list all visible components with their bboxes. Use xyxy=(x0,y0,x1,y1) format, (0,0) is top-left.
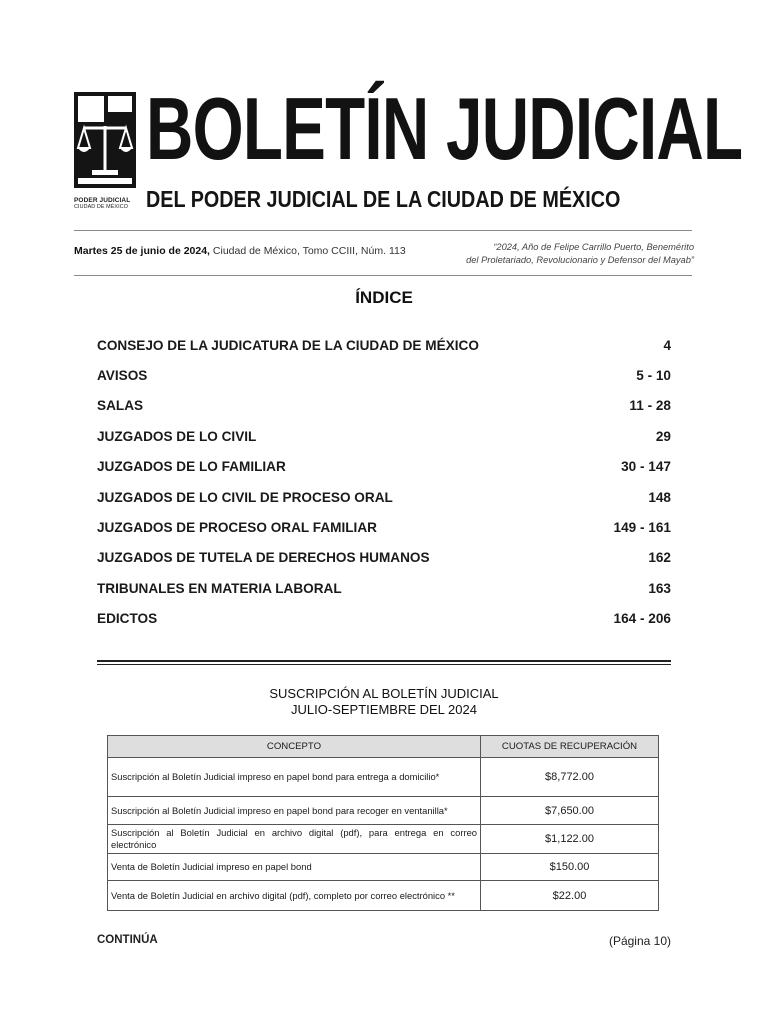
index-pages: 5 - 10 xyxy=(636,368,671,384)
index-pages: 164 - 206 xyxy=(613,611,671,627)
issue-date: Martes 25 de junio de 2024, xyxy=(74,245,210,257)
concept-cell: Suscripción al Boletín Judicial impreso en papel bond para entrega a domicilio* xyxy=(108,758,481,797)
top-rule xyxy=(74,230,692,231)
fee-cell: $7,650.00 xyxy=(481,797,659,825)
bottom-rule xyxy=(74,275,692,276)
index-row xyxy=(97,573,671,603)
year-motto-line2: del Proletariado, Revolucionario y Defensor del Mayab” xyxy=(466,254,694,265)
fee-cell: $1,122.00 xyxy=(481,825,659,854)
index-pages: 4 xyxy=(663,337,671,353)
concept-cell: Suscripción al Boletín Judicial en archivo digital (pdf), para entrega en correo electrónico xyxy=(108,825,481,854)
table-row xyxy=(108,825,659,854)
logo-caption-line2: CIUDAD DE MÉXICO xyxy=(74,204,129,210)
publication-subtitle: DEL PODER JUDICIAL DE LA CIUDAD DE MÉXICO xyxy=(146,186,621,212)
concept-cell: Suscripción al Boletín Judicial impreso en papel bond para recoger en ventanilla* xyxy=(108,797,481,825)
continued-label: CONTINÚA xyxy=(97,934,158,946)
index-section: JUZGADOS DE LO FAMILIAR xyxy=(97,459,286,475)
index-row xyxy=(97,543,671,573)
index-section: TRIBUNALES EN MATERIA LABORAL xyxy=(97,580,342,596)
index-section: EDICTOS xyxy=(97,611,158,627)
subscription-title: SUSCRIPCIÓN AL BOLETÍN JUDICIAL xyxy=(269,686,499,701)
index-row xyxy=(97,421,671,451)
page-reference: (Página 10) xyxy=(608,934,671,948)
index-title: ÍNDICE xyxy=(355,288,413,307)
logo-caption-line1: PODER JUDICIAL xyxy=(74,197,131,204)
index-pages: 30 - 147 xyxy=(621,459,671,475)
fee-cell: $150.00 xyxy=(481,854,659,881)
index-pages: 148 xyxy=(648,489,671,505)
column-header-fee: CUOTAS DE RECUPERACIÓN xyxy=(481,736,659,758)
index-pages: 11 - 28 xyxy=(629,398,671,414)
table-row xyxy=(108,758,659,797)
index-section: CONSEJO DE LA JUDICATURA DE LA CIUDAD DE MÉXICO xyxy=(97,337,479,353)
index-pages: 162 xyxy=(648,550,671,566)
index-row xyxy=(97,391,671,421)
index-row xyxy=(97,452,671,482)
concept-cell: Venta de Boletín Judicial impreso en papel bond xyxy=(108,854,481,881)
index-section: AVISOS xyxy=(97,368,148,384)
index-section: JUZGADOS DE PROCESO ORAL FAMILIAR xyxy=(97,520,377,536)
section-divider xyxy=(97,660,671,665)
index-section: JUZGADOS DE LO CIVIL DE PROCESO ORAL xyxy=(97,489,393,505)
index-section: JUZGADOS DE TUTELA DE DERECHOS HUMANOS xyxy=(97,550,430,566)
index-list xyxy=(97,330,671,634)
masthead xyxy=(74,79,743,218)
issue-details: Ciudad de México, Tomo CCIII, Núm. 113 xyxy=(209,245,406,257)
index-row xyxy=(97,512,671,542)
pjcdmx-logo xyxy=(74,92,136,210)
subscription-heading xyxy=(0,686,768,718)
index-row xyxy=(97,604,671,634)
table-header-row xyxy=(108,736,659,758)
index-pages: 29 xyxy=(655,428,671,444)
table-row xyxy=(108,854,659,881)
index-row xyxy=(97,330,671,360)
year-motto-line1: “2024, Año de Felipe Carrillo Puerto, Benemérito xyxy=(493,242,694,252)
index-row xyxy=(97,482,671,512)
table-row xyxy=(108,797,659,825)
index-pages: 163 xyxy=(648,580,671,596)
subscription-period: JULIO-SEPTIEMBRE DEL 2024 xyxy=(291,702,477,717)
index-pages: 149 - 161 xyxy=(613,520,671,536)
year-motto xyxy=(394,241,694,266)
concept-cell: Venta de Boletín Judicial en archivo digital (pdf), completo por correo electrónico ** xyxy=(108,881,481,911)
issue-date-line xyxy=(74,245,406,257)
column-header-concept: CONCEPTO xyxy=(108,736,481,758)
index-section: JUZGADOS DE LO CIVIL xyxy=(97,428,257,444)
scales-of-justice-icon xyxy=(74,92,136,192)
publication-title: BOLETÍN JUDICIAL xyxy=(146,79,743,178)
fee-cell: $8,772.00 xyxy=(481,758,659,797)
subscription-fees-table xyxy=(107,735,659,911)
fee-cell: $22.00 xyxy=(481,881,659,911)
index-row xyxy=(97,360,671,390)
logo-caption xyxy=(74,197,136,211)
table-row xyxy=(108,881,659,911)
index-section: SALAS xyxy=(97,398,144,414)
